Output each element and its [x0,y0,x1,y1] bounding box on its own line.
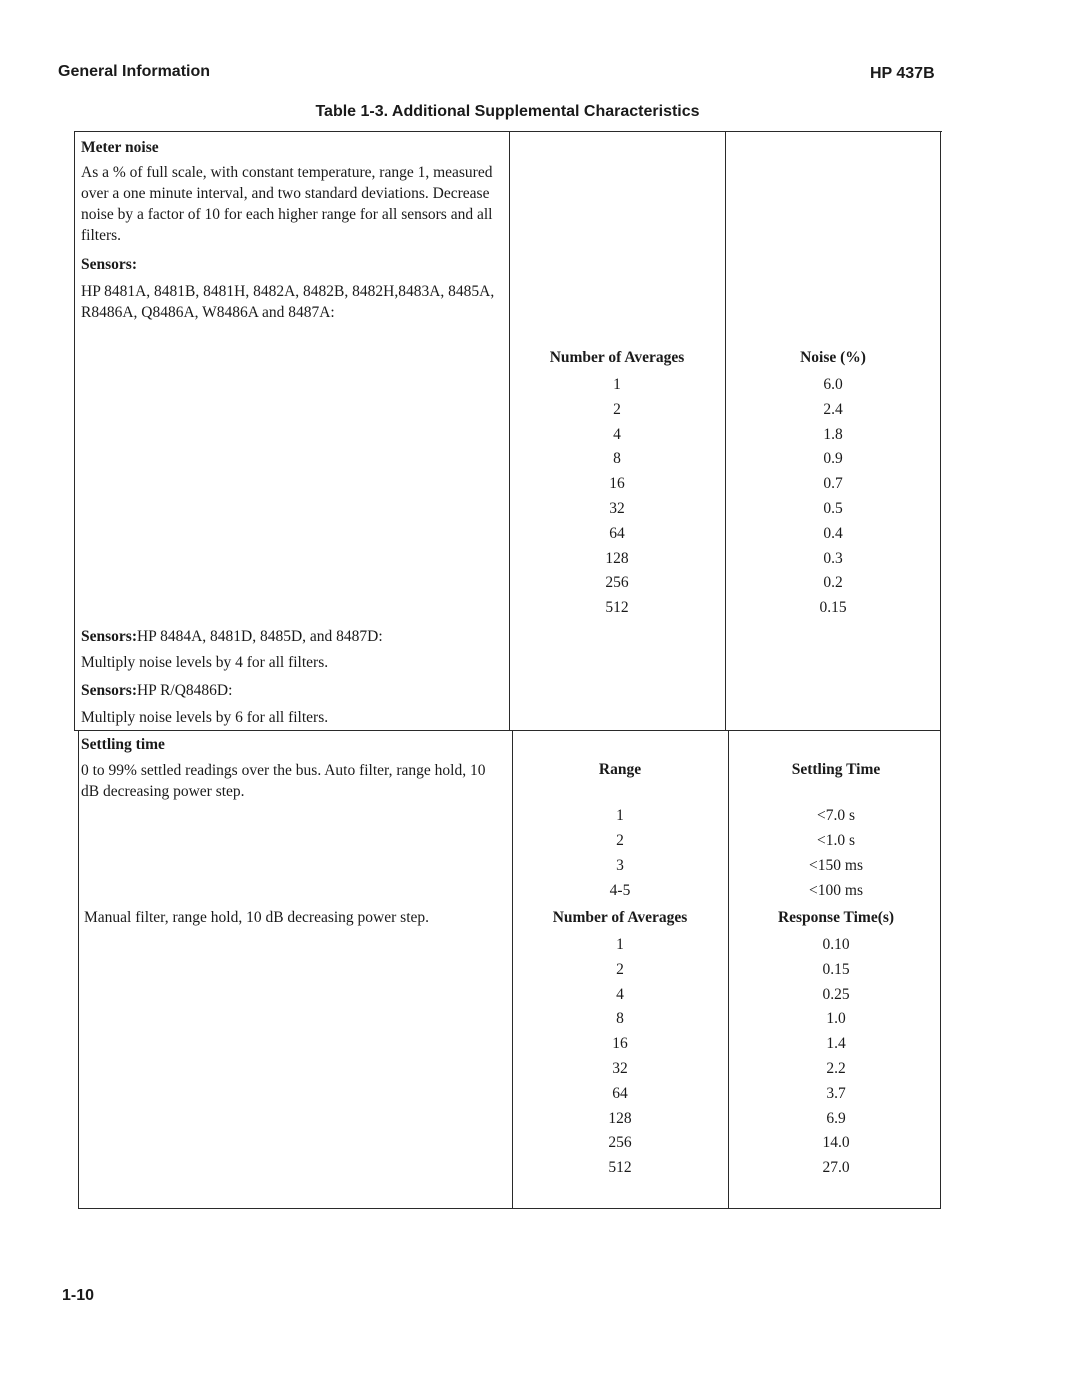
noise-cell: 2.4 [823,400,843,418]
noise-header: Noise (%) [800,349,866,366]
noise-cell: 0.3 [823,549,843,567]
sensors-group-3 [81,680,232,701]
table-border-bottom [78,1208,941,1209]
averages-cell: 512 [608,1159,632,1177]
noise-cell: 1.8 [823,425,843,443]
settling-time-cell: <7.0 s [816,807,856,824]
settling-auto-description: 0 to 99% settled readings over the bus. Auto filter, range hold, 10 dB decreasing power step. [81,762,486,800]
section-header: General Information [58,63,211,80]
noise-cell: 0.2 [823,574,843,592]
averages-cell: 64 [612,1084,628,1102]
response-time-cell: 14.0 [822,1134,850,1152]
averages-cell: 512 [605,599,629,617]
range-cell: 4-5 [609,882,631,899]
model-number: HP 437B [870,65,935,82]
averages-cell: 64 [609,524,625,542]
response-time-cell: 0.15 [822,960,850,978]
sensors-list: HP 8481A, 8481B, 8481H, 8482A, 8482B, 8482H,8483A, 8485A, R8486A, Q8486A, W8486A and 8487A: [81,283,495,321]
averages-cell: 16 [609,475,625,493]
page-number: 1-10 [62,1287,95,1304]
averages-cell: 2 [616,960,624,978]
meter-noise-title: Meter noise [81,139,159,156]
range-cell: 2 [616,832,624,849]
noise-cell: 0.9 [823,450,843,468]
averages-cell: 128 [605,549,629,567]
manual-averages-header: Number of Averages [552,909,688,926]
averages-cell: 32 [612,1060,628,1077]
range-header: Range [598,761,642,778]
averages-cell: 256 [605,574,629,592]
noise-cell: 0.5 [823,500,843,517]
averages-cell: 1 [616,936,624,953]
response-time-cell: 6.9 [826,1109,846,1127]
averages-cell: 4 [616,985,624,1003]
settling-time-cell: <100 ms [809,882,863,899]
averages-cell: 2 [613,400,621,418]
averages-cell: 1 [613,376,621,393]
table-border-left [74,131,75,731]
sensors-label: Sensors: [81,256,137,273]
table-title: Table 1-3. Additional Supplemental Characteristics [315,103,700,120]
averages-cell: 128 [608,1109,632,1127]
response-time-cell: 1.0 [826,1010,846,1028]
sensors-list: HP R/Q8486D: [136,682,233,699]
response-time-header: Response Time(s) [777,909,895,926]
sensors-group-2 [81,626,383,647]
settling-time-cell: <1.0 s [816,832,856,849]
response-time-cell: 2.2 [826,1060,846,1077]
settling-manual-description: Manual filter, range hold, 10 dB decreasing power step. [84,909,430,926]
table-border-left [78,730,79,1209]
settling-time-cell: <150 ms [809,857,863,874]
meter-noise-description: As a % of full scale, with constant temperature, range 1, measured over a one minute interval, and two standard deviations. Decrease noise by a factor of 10 for each higher range for all sensors and all filters. [81,164,493,244]
response-time-cell: 0.25 [822,985,850,1003]
response-time-cell: 3.7 [826,1084,846,1102]
sensors-list: HP 8484A, 8481D, 8485D, and 8487D: [136,628,383,645]
averages-cell: 16 [612,1035,628,1053]
sensors-note: Multiply noise levels by 4 for all filters. [81,654,329,671]
response-time-cell: 27.0 [822,1159,850,1177]
noise-cell: 0.4 [823,524,843,542]
averages-cell: 256 [608,1134,632,1152]
settling-time-title: Settling time [81,736,165,753]
table-border-top [74,131,942,132]
noise-cell: 6.0 [823,376,843,393]
noise-cell: 0.7 [823,475,843,493]
sensors-label: Sensors: [81,682,137,699]
averages-header: Number of Averages [549,349,685,366]
response-time-cell: 0.10 [822,936,850,953]
sensors-label: Sensors: [81,628,137,645]
settling-time-header: Settling Time [791,761,881,778]
range-cell: 1 [616,807,624,824]
averages-cell: 32 [609,500,625,517]
response-time-cell: 1.4 [826,1035,846,1053]
noise-cell: 0.15 [819,599,847,617]
averages-cell: 8 [616,1010,624,1028]
range-cell: 3 [616,857,624,874]
row-divider [74,730,941,731]
averages-cell: 4 [613,425,621,443]
sensors-note: Multiply noise levels by 6 for all filters. [81,709,329,726]
averages-cell: 8 [613,450,621,468]
